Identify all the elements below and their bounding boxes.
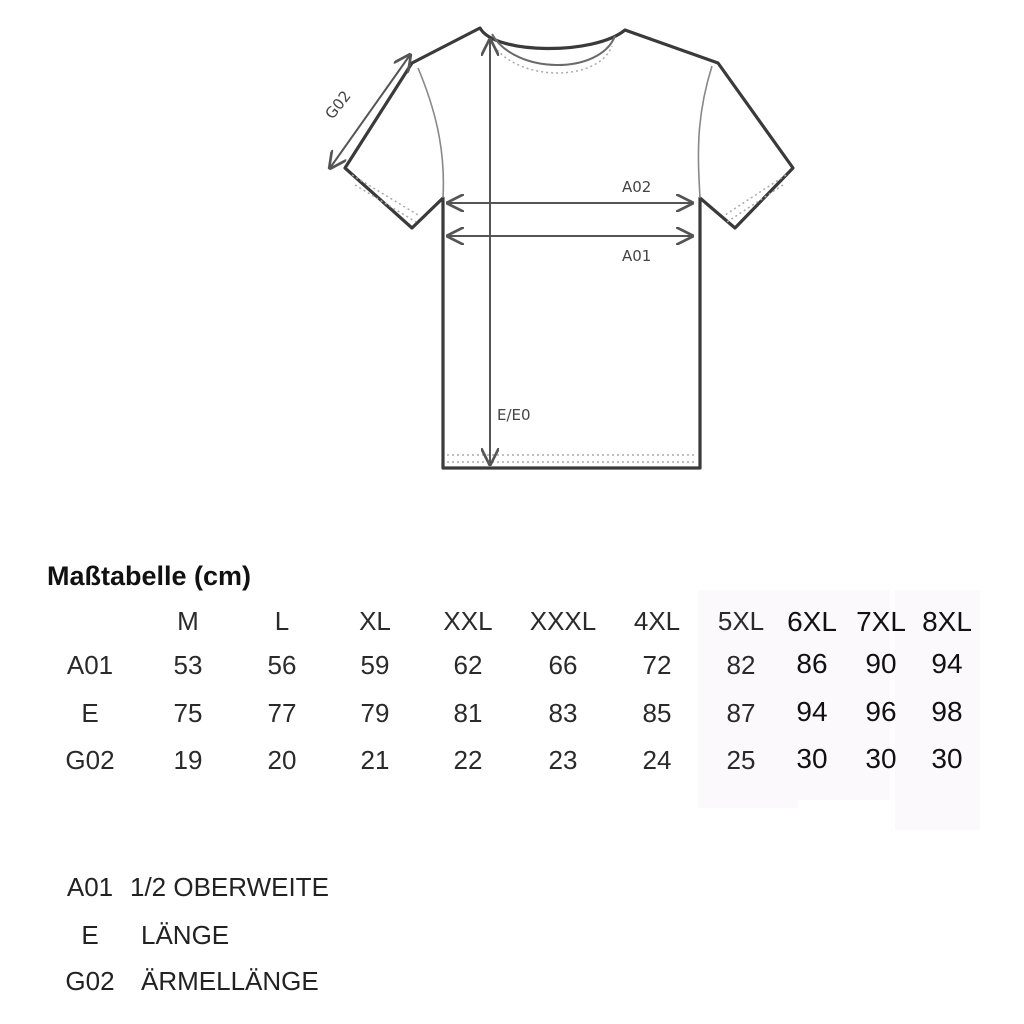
a02-diagram-label: A02 — [622, 178, 652, 196]
g02-diagram-label: G02 — [321, 87, 355, 123]
size-header: XXL — [443, 606, 493, 636]
size-header: M — [177, 606, 199, 636]
size-header: 6XL — [787, 606, 837, 637]
size-header: 7XL — [856, 606, 906, 637]
table-cell: 21 — [360, 745, 390, 775]
table-cell: 85 — [642, 698, 672, 728]
table-cell: 62 — [453, 650, 483, 680]
tshirt-diagram — [0, 0, 1024, 500]
table-cell: 66 — [548, 650, 578, 680]
table-cell: 72 — [642, 650, 672, 680]
table-cell: 75 — [173, 698, 203, 728]
table-cell: 59 — [360, 650, 390, 680]
table-cell: 56 — [267, 650, 297, 680]
table-cell: 19 — [173, 745, 203, 775]
table-cell: 87 — [726, 698, 756, 728]
table-cell: 30 — [931, 743, 963, 774]
table-cell: 90 — [865, 648, 897, 679]
size-header: L — [274, 606, 290, 636]
size-header: 4XL — [633, 606, 681, 636]
table-cell: 94 — [931, 648, 963, 679]
table-cell: 96 — [865, 696, 897, 727]
table-cell: 83 — [548, 698, 578, 728]
row-label: G02 — [65, 745, 115, 775]
legend-code: E — [81, 920, 99, 950]
table-cell: 86 — [796, 648, 828, 679]
table-cell: 94 — [796, 696, 828, 727]
table-cell: 82 — [726, 650, 756, 680]
row-label: E — [81, 698, 99, 728]
table-cell: 24 — [642, 745, 672, 775]
table-cell: 81 — [453, 698, 483, 728]
legend-code: A01 — [66, 872, 114, 902]
table-cell: 22 — [453, 745, 483, 775]
table-cell: 20 — [267, 745, 297, 775]
table-cell: 30 — [865, 743, 897, 774]
size-header: XL — [359, 606, 391, 636]
tshirt-outline — [345, 28, 793, 468]
table-cell: 77 — [267, 698, 297, 728]
legend-description: 1/2 OBERWEITE — [130, 872, 329, 902]
a01-diagram-label: A01 — [622, 247, 652, 265]
table-cell: 23 — [548, 745, 578, 775]
table-cell: 98 — [931, 696, 963, 727]
table-title: Maßtabelle (cm) — [47, 561, 252, 591]
legend-description: ÄRMELLÄNGE — [141, 966, 319, 996]
legend-description: LÄNGE — [141, 920, 230, 950]
table-cell: 30 — [796, 743, 828, 774]
row-label: A01 — [66, 650, 114, 680]
e-diagram-label: E/E0 — [497, 406, 531, 424]
table-cell: 79 — [360, 698, 390, 728]
table-cell: 25 — [726, 745, 756, 775]
size-header: 8XL — [922, 606, 972, 637]
size-header: XXXL — [529, 606, 597, 636]
table-cell: 53 — [173, 650, 203, 680]
legend-code: G02 — [65, 966, 115, 996]
size-header: 5XL — [717, 606, 765, 636]
